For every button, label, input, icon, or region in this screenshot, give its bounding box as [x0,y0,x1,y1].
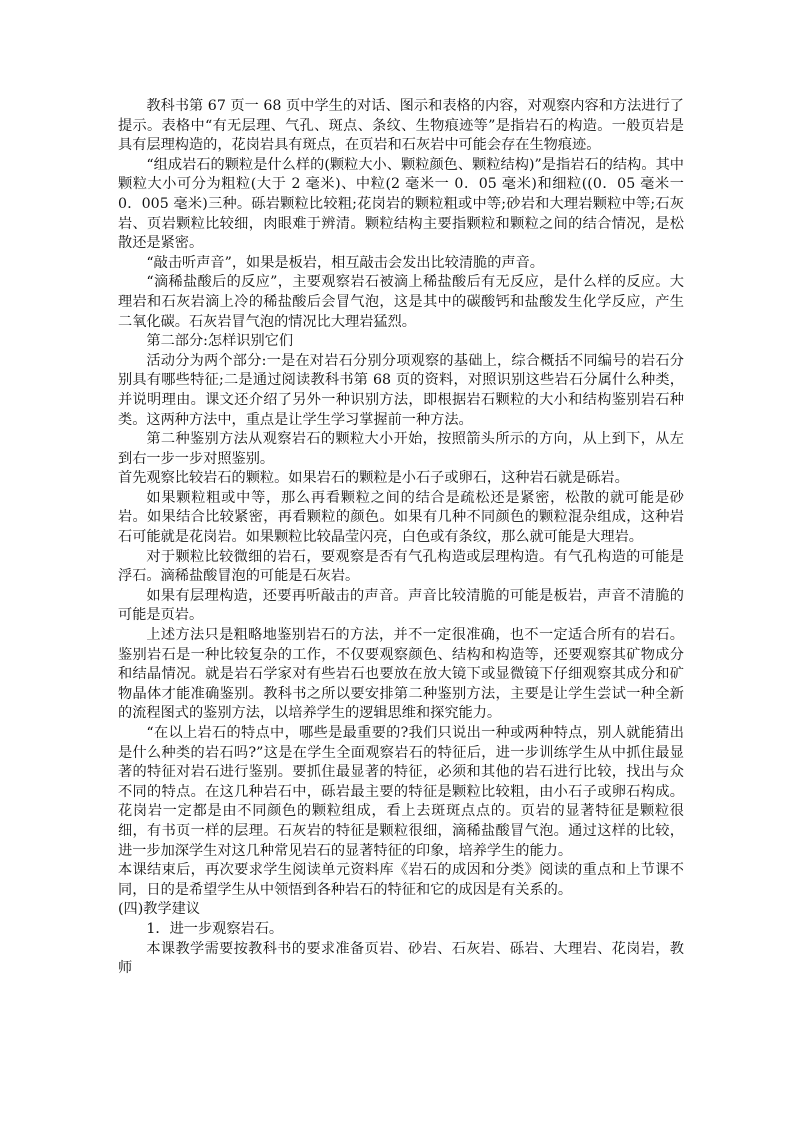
list-item-1: 1．进一步观察岩石。 [146,920,284,937]
paragraph-9: 如果颗粒粗或中等，那么再看颗粒之间的结合是疏松还是紧密，松散的就可能是砂岩。如果结合比较紧密，再看颗粒的颜色。如果有几种不同颜色的颗粒混杂组成，这种岩石可能就是花岗岩。如果颗粒比较晶莹闪亮，白色或有条纹，那么就可能是大理岩。 [118,489,684,546]
paragraph-13: “在以上岩石的特点中，哪些是最重要的?我们只说出一种或两种特点，别人就能猜出是什么种类的岩石吗?”这是在学生全面观察岩石的特征后，进一步训练学生从中抓住最显著的特征对岩石进行鉴别。要抓住最显著的特征，必须和其他的岩石进行比较，找出与众不同的特点。在这几种岩石中，砾岩最主要的特征是颗粒比较粗，由小石子或卵石构成。花岗岩一定都是由不同颜色的颗粒组成，看上去斑斑点点的。页岩的显著特征是颗粒很细，有书页一样的层理。石灰岩的特征是颗粒很细，滴稀盐酸冒气泡。通过这样的比较，进一步加深学生对这几种常见岩石的显著特征的印象，培养学生的能力。 [118,725,684,859]
paragraph-4: “滴稀盐酸后的反应”，主要观察岩石被滴上稀盐酸后有无反应，是什么样的反应。大理岩和石灰岩滴上冷的稀盐酸后会冒气泡，这是其中的碳酸钙和盐酸发生化学反应，产生二氧化碳。石灰岩冒气泡的情况比大理岩猛烈。 [118,274,684,330]
paragraph-10: 对于颗粒比较微细的岩石，要观察是否有气孔构造或层理构造。有气孔构造的可能是浮石。滴稀盐酸冒泡的可能是石灰岩。 [118,548,684,585]
paragraph-1: 教科书第 67 页一 68 页中学生的对话、图示和表格的内容，对观察内容和方法进行了提示。表格中“有无层理、气孔、斑点、条纹、生物痕迹等”是指岩石的构造。一般页岩是具有层理构造的，花岗岩具有斑点，在页岩和石灰岩中可能会存在生物痕迹。 [118,98,684,154]
document-page [118,97,684,979]
paragraph-14: 本课结束后，再次要求学生阅读单元资料库《岩石的成因和分类》阅读的重点和上节课不同，日的是希望学生从中领悟到各种岩石的特征和它的成因是有关系的。 [118,862,684,898]
paragraph-3: “敲击听声音”，如果是板岩，相互敲击会发出比较清脆的声音。 [146,254,544,271]
paragraph-8: 首先观察比较岩石的颗粒。如果岩石的颗粒是小石子或卵石，这种岩石就是砾岩。 [118,470,629,487]
paragraph-12: 上述方法只是粗略地鉴别岩石的方法，并不一定很准确，也不一定适合所有的岩石。鉴别岩石是一种比较复杂的工作，不仅要观察颜色、结构和构造等，还要观察其矿物成分和结晶情况。就是岩石学家对有些岩石也要放在放大镜下或显微镜下仔细观察其成分和矿物晶体才能准确鉴别。教科书之所以要安排第二种鉴别方法，主要是让学生尝试一种全新的流程图式的鉴别方法，以培养学生的逻辑思维和探究能力。 [118,627,684,722]
paragraph-17: 本课教学需要按教科书的要求准备页岩、砂岩、石灰岩、砾岩、大理岩、花岗岩，教师 [118,940,684,977]
paragraph-11: 如果有层理构造，还要再听敲击的声音。声音比较清脆的可能是板岩，声音不清脆的可能是页岩。 [118,587,684,624]
paragraph-6: 活动分为两个部分:一是在对岩石分别分项观察的基础上，综合概括不同编号的岩石分别具有哪些特征;二是通过阅读教科书第 68 页的资料，对照识别这些岩石分属什么种类，并说明理由。课文还介绍了另外一种识别方法，即根据岩石颗粒的大小和结构鉴别岩石种类。这两种方法中，重点是让学生学习掌握前一种方法。 [118,352,684,428]
paragraph-2: “组成岩石的颗粒是什么样的(颗粒大小、颗粒颜色、颗粒结构)”是指岩石的结构。其中颗粒大小可分为粗粒(大于 2 毫米)、中粒(2 毫米一 0．05 毫米)和细粒((0．05 毫米一 0．005 毫米)三种。砾岩颗粒比较粗;花岗岩的颗粒粗或中等;砂岩和大理岩颗粒中等;石灰岩、页岩颗粒比较细，肉眼难于辨清。颗粒结构主要指颗粒和颗粒之间的结合情况，是松散还是紧密。 [118,156,684,252]
section-heading-teaching-suggestions: (四)教学建议 [118,901,201,918]
paragraph-7: 第二种鉴别方法从观察岩石的颗粒大小开始，按照箭头所示的方向，从上到下，从左到右一步一步对照鉴别。 [118,431,684,467]
section-heading-part-two: 第二部分:怎样识别它们 [146,333,294,350]
